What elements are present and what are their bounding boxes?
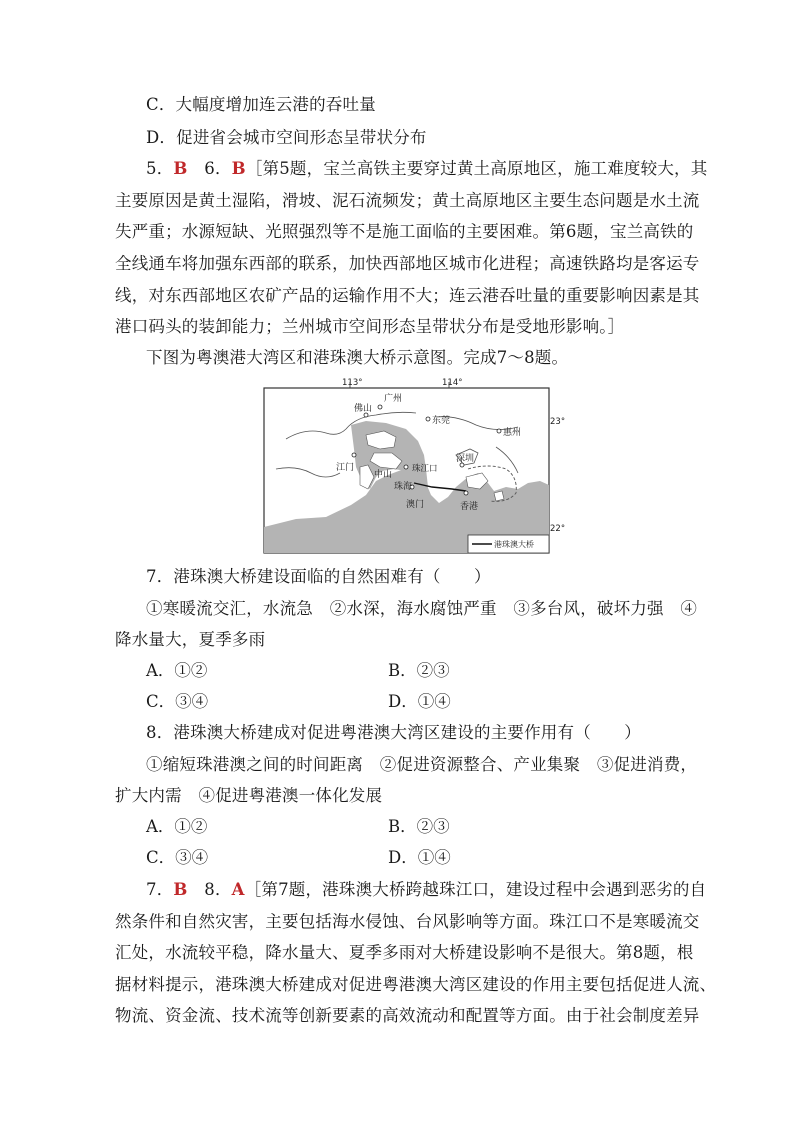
option-d-text: D．促进省会城市空间形态呈带状分布 <box>146 128 427 147</box>
label-huizhou: 惠州 <box>503 428 522 438</box>
label-lon-114: 114° <box>442 378 463 388</box>
city-dot-guangzhou <box>378 405 382 409</box>
hk-island <box>494 491 504 501</box>
answer-5-value: B <box>173 159 188 178</box>
label-zhongshan: 中山 <box>374 470 393 480</box>
question-8: 8．港珠澳大桥建成对促进粤港澳大湾区建设的主要作用有（ ） <box>146 723 641 742</box>
q8-option-d: D．①④ <box>388 848 451 867</box>
question-7-statements-cont: 降水量大，夏季多雨 <box>115 630 266 649</box>
label-zhuhai: 珠海 <box>394 482 413 492</box>
explanation-line: 然条件和自然灾害，主要包括海水侵蚀、台风影响等方面。珠江口不是寒暖流交 <box>115 912 700 931</box>
question-8-statements-cont: 扩大内需 ④促进粤港澳一体化发展 <box>115 786 383 805</box>
explanation-line: 据材料提示，港珠澳大桥建成对促进粤港澳大湾区建设的作用主要包括促进人流、 <box>115 975 717 994</box>
city-dot-zhujiangkou <box>404 465 408 469</box>
label-aomen: 澳门 <box>406 500 425 510</box>
label-shenzhen: 深圳 <box>456 454 475 464</box>
label-lat-22: 22° <box>550 524 566 534</box>
label-foshan: 佛山 <box>354 404 373 414</box>
label-xianggang: 香港 <box>460 502 479 512</box>
gba-bridge-map <box>256 377 566 557</box>
q7-option-a: A．①② <box>146 661 208 680</box>
explanation-line: 全线通车将加强东西部的联系，加快西部地区城市化进程；高速铁路均是客运专 <box>115 254 700 273</box>
q8-option-a: A．①② <box>146 817 208 836</box>
legend-label: 港珠澳大桥 <box>494 540 534 549</box>
city-dot-jiangmen <box>352 453 356 457</box>
answer-7-8-explanation: ［第7题，港珠澳大桥跨越珠江口，建设过程中会遇到恶劣的自 <box>244 880 707 899</box>
answer-5-6-line <box>146 158 707 180</box>
city-dot-dongguan <box>426 417 430 421</box>
q8-option-b: B．②③ <box>388 817 450 836</box>
q7-option-b: B．②③ <box>388 661 450 680</box>
explanation-line: 汇处，水流较平稳，降水量大、夏季多雨对大桥建设影响不是很大。第8题，根 <box>115 943 694 962</box>
answer-6-prefix: 6． <box>187 159 232 178</box>
city-dot-huizhou <box>497 429 501 433</box>
answer-7-8-line <box>146 879 706 901</box>
q8-option-c: C．③④ <box>146 848 209 867</box>
explanation-line: 主要原因是黄土湿陷，滑坡、泥石流频发；黄土高原地区主要生态问题是水土流 <box>115 191 700 210</box>
question-7-statements: ①寒暖流交汇，水流急 ②水深，海水腐蚀严重 ③多台风，破坏力强 ④ <box>146 599 698 618</box>
q7-option-c: C．③④ <box>146 692 209 711</box>
label-dongguan: 东莞 <box>432 416 451 426</box>
answer-6-value: B <box>231 159 246 178</box>
answer-5-6-explanation: ［第5题，宝兰高铁主要穿过黄土高原地区，施工难度较大，其 <box>245 159 708 178</box>
answer-8-value: A <box>231 880 245 899</box>
label-zhujiangkou: 珠江口 <box>412 464 438 474</box>
label-jiangmen: 江门 <box>336 463 355 473</box>
answer-8-prefix: 8． <box>187 880 232 899</box>
answer-7-prefix: 7． <box>146 880 174 899</box>
city-dot-xianggang <box>464 491 468 495</box>
explanation-line: 港口码头的装卸能力；兰州城市空间形态呈带状分布是受地形影响。］ <box>115 317 625 336</box>
label-guangzhou: 广州 <box>384 394 403 404</box>
label-lat-23: 23° <box>550 417 566 427</box>
label-lon-113: 113° <box>342 378 363 388</box>
answer-5-prefix: 5． <box>146 159 174 178</box>
explanation-line: 物流、资金流、技术流等创新要素的高效流动和配置等方面。由于社会制度差异 <box>115 1006 700 1025</box>
map-intro: 下图为粤澳港大湾区和港珠澳大桥示意图。完成7～8题。 <box>146 348 569 367</box>
answer-7-value: B <box>173 880 188 899</box>
explanation-line: 线，对东西部地区农矿产品的运输作用不大；连云港吞吐量的重要影响因素是其 <box>115 286 700 305</box>
question-8-statements: ①缩短珠港澳之间的时间距离 ②促进资源整合、产业集聚 ③促进消费， <box>146 755 698 774</box>
q7-option-d: D．①④ <box>388 692 451 711</box>
option-c-text: C．大幅度增加连云港的吞吐量 <box>146 95 376 114</box>
question-7: 7．港珠澳大桥建设面临的自然困难有（ ） <box>146 567 491 586</box>
explanation-line: 失严重；水源短缺、光照强烈等不是施工面临的主要困难。第6题，宝兰高铁的 <box>115 222 694 241</box>
